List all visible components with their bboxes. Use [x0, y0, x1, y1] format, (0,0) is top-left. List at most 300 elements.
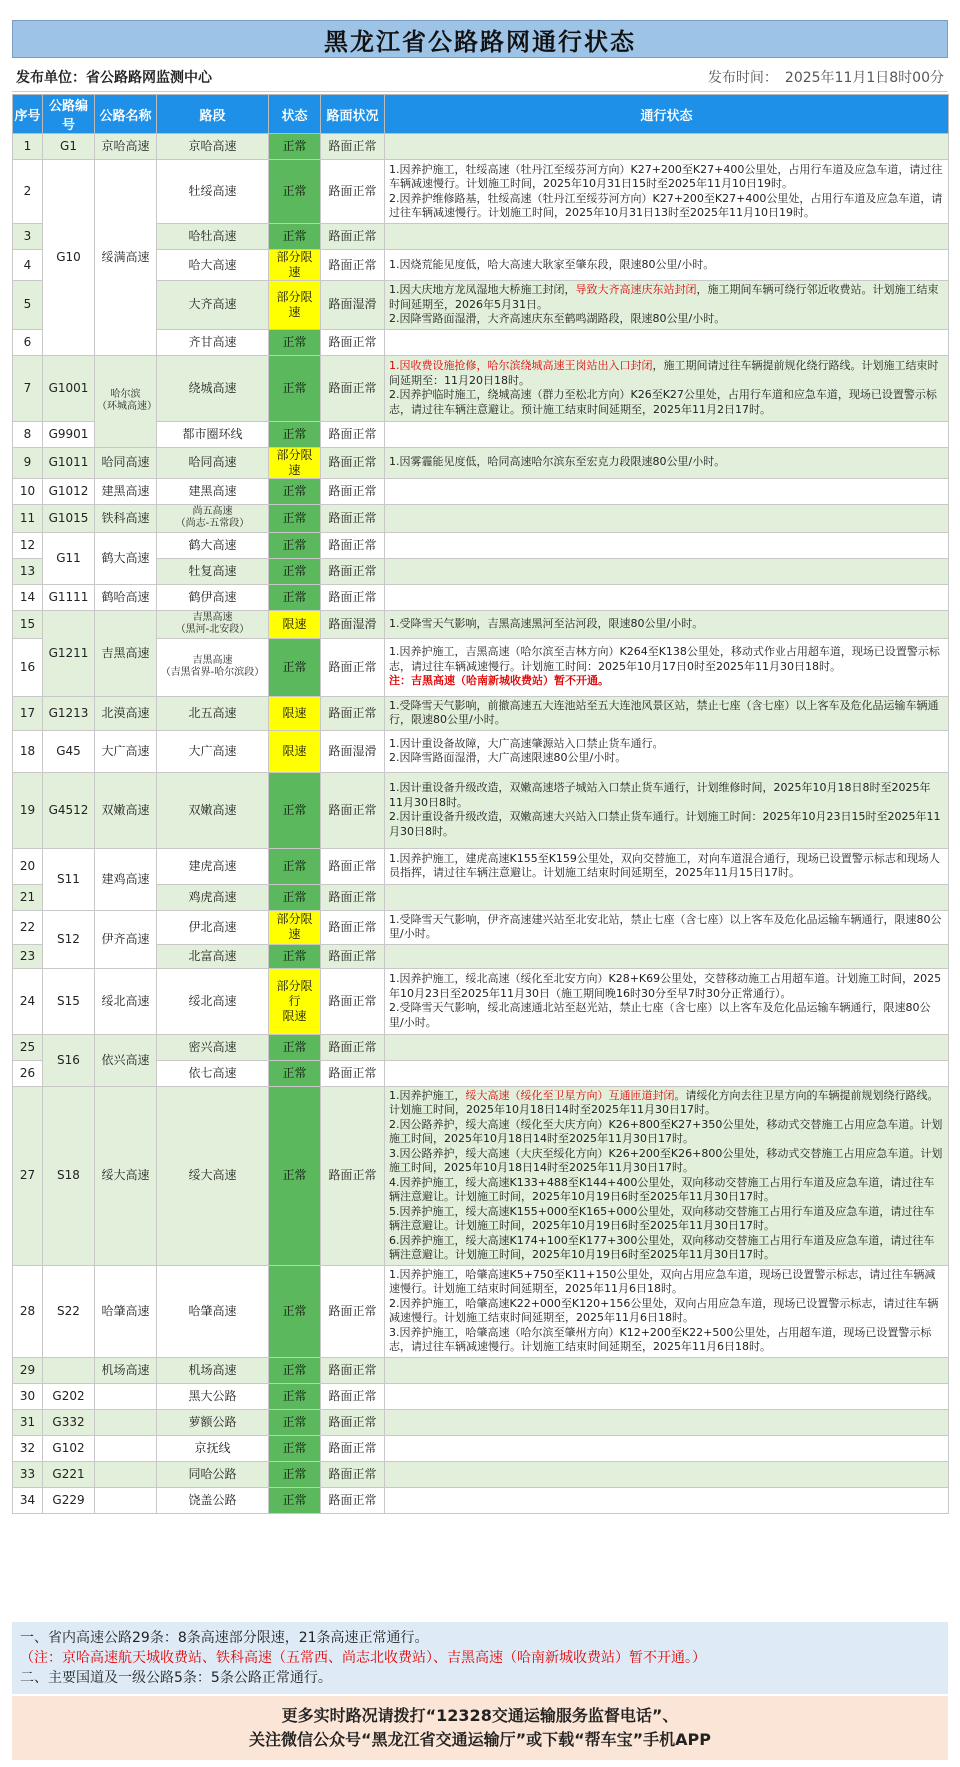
row-no: 2: [13, 160, 43, 224]
status-badge: 正常: [269, 1409, 321, 1435]
road-segment: 哈牡高速: [157, 224, 269, 250]
road-name: 机场高速: [95, 1357, 157, 1383]
row-no: 20: [13, 848, 43, 884]
detail-line: 1.因养护施工，建虎高速K155至K159公里处，双向交替施工，对向车道混合通行，现场已设置警示标志和现场人员指挥，请过往车辆注意避让。计划施工结束时间延期至，2025年11月15日17时。: [389, 851, 940, 879]
road-code: G11: [43, 532, 95, 584]
road-name: 绥满高速: [95, 160, 157, 356]
road-name: [95, 1409, 157, 1435]
detail: [385, 730, 949, 772]
road-code: S18: [43, 1086, 95, 1265]
road-name: 依兴高速: [95, 1034, 157, 1086]
row-no: 18: [13, 730, 43, 772]
header-detail: 通行状态: [385, 95, 949, 134]
detail-line: 1.因养护施工，吉黑高速（哈尔滨至吉林方向）K264至K138公里处，移动式作业占用超车道，现场已设置警示标志，请过往车辆减速慢行。计划施工时间：2025年10月17日0时至2025年11月30日18时。: [389, 645, 940, 673]
status-badge: 正常: [269, 884, 321, 910]
road-segment: 伊北高速: [157, 910, 269, 944]
table-row: [13, 772, 949, 848]
road-code: G102: [43, 1435, 95, 1461]
segment-sub: （吉黑省界-哈尔滨段）: [160, 667, 265, 678]
row-no: 28: [13, 1265, 43, 1357]
row-no: 8: [13, 421, 43, 447]
detail: [385, 1034, 949, 1060]
table-row: [13, 584, 949, 610]
detail-line: 1.因养护施工，绥北高速（绥化至北安方向）K28+K69公里处，交替移动施工占用超车道。计划施工时间，2025年10月23日至2025年11月30日（施工期间晚16时30分至早7时30分正常通行）。: [389, 972, 942, 1000]
road-segment: [157, 610, 269, 638]
status-badge: 限速: [269, 730, 321, 772]
road-code: G332: [43, 1409, 95, 1435]
detail-line: 3.因公路养护，绥大高速（大庆至绥化方向）K26+200至K26+800公里处，移动式交替施工占用应急车道。计划施工时间，2025年10月18日14时至2025年11月30日17时。: [389, 1146, 943, 1174]
table-row: [13, 848, 949, 884]
status-badge: 正常: [269, 478, 321, 504]
detail-text: 。请绥化方向去往卫星方向的车辆提前规划绕行路线。计划施工时间，2025年10月18日14时至2025年11月30日17时。: [389, 1088, 939, 1116]
table-row: [13, 478, 949, 504]
road-segment: 依七高速: [157, 1060, 269, 1086]
road-surface: 路面正常: [321, 1461, 385, 1487]
detail-line: 1.因烧荒能见度低，哈大高速大耿家至肇东段，限速80公里/小时。: [389, 257, 715, 271]
detail-line: 1.因养护施工，牡绥高速（牡丹江至绥芬河方向）K27+200至K27+400公里处，占用行车道及应急车道，请过往车辆减速慢行。计划施工时间，2025年10月31日15时至2025年11月10日19时。: [389, 162, 943, 190]
table-header: [13, 95, 949, 134]
road-code: G1012: [43, 478, 95, 504]
road-name: [95, 1461, 157, 1487]
header-code: 公路编号: [43, 95, 95, 134]
status-badge: 正常: [269, 1461, 321, 1487]
road-name: 伊齐高速: [95, 910, 157, 968]
detail: [385, 532, 949, 558]
footer-line: 关注微信公众号“黑龙江省交通运输厅”或下载“帮车宝”手机APP: [249, 1730, 711, 1749]
road-surface: 路面正常: [321, 329, 385, 355]
detail-line: [389, 1089, 944, 1118]
road-surface: 路面湿滑: [321, 281, 385, 330]
row-no: 29: [13, 1357, 43, 1383]
segment-sub: （黑河-北安段）: [175, 624, 250, 635]
detail-line: 2.因降雪路面湿滑，大齐高速庆东至鹤鸣湖路段，限速80公里/小时。: [389, 312, 726, 325]
status-badge: 正常: [269, 532, 321, 558]
status-badge: 正常: [269, 329, 321, 355]
status-badge: 正常: [269, 1034, 321, 1060]
row-no: 9: [13, 447, 43, 478]
row-no: 21: [13, 884, 43, 910]
status-badge: 正常: [269, 944, 321, 968]
road-code: S16: [43, 1034, 95, 1086]
status-badge: 正常: [269, 160, 321, 224]
detail-line: 4.因养护施工，绥大高速K133+488至K144+400公里处，双向移动交替施工占用行车道及应急车道，请过往车辆注意避让。计划施工时间，2025年10月19日6时至2025年11月30日17时。: [389, 1175, 935, 1203]
detail: [385, 772, 949, 848]
table-row: [13, 1461, 949, 1487]
detail-text: ，施工期间车辆可绕行邻近收费站。计划施工结束时间延期至，2026年5月31日。: [389, 283, 939, 311]
row-no: 1: [13, 134, 43, 160]
status-badge: 正常: [269, 584, 321, 610]
detail: [385, 610, 949, 638]
status-badge: 正常: [269, 772, 321, 848]
detail: [385, 1409, 949, 1435]
status-badge: 正常: [269, 1265, 321, 1357]
detail-line: 3.因养护施工，哈肇高速（哈尔滨至肇州方向）K12+200至K22+500公里处，占用超车道，现场已设置警示标志，请过往车辆减速慢行。计划施工结束时间延期至，2025年11月6日18时。: [389, 1325, 932, 1353]
detail: [385, 1383, 949, 1409]
road-name: 吉黑高速: [95, 610, 157, 696]
row-no: 4: [13, 250, 43, 281]
row-no: 23: [13, 944, 43, 968]
road-segment: 双嫩高速: [157, 772, 269, 848]
status-badge: 正常: [269, 1435, 321, 1461]
road-segment: 密兴高速: [157, 1034, 269, 1060]
row-no: 25: [13, 1034, 43, 1060]
detail: [385, 1265, 949, 1357]
road-name: 绥北高速: [95, 968, 157, 1034]
road-name: 哈同高速: [95, 447, 157, 478]
detail-line: 2.因养护维修路基，牡绥高速（牡丹江至绥芬河方向）K27+200至K27+400公里处，占用行车道及应急车道，请过往车辆减速慢行。计划施工时间，2025年10月31日13时至2025年11月10日19时。: [389, 191, 943, 219]
status-badge: 正常: [269, 134, 321, 160]
table-row: [13, 1265, 949, 1357]
road-name-sub: （环城高速）: [97, 401, 157, 412]
road-name: 北漠高速: [95, 696, 157, 730]
road-code: G10: [43, 160, 95, 356]
header-surface: 路面状况: [321, 95, 385, 134]
road-surface: 路面正常: [321, 968, 385, 1034]
detail: [385, 558, 949, 584]
status-badge: 部分限速: [269, 281, 321, 330]
road-surface: 路面正常: [321, 1435, 385, 1461]
detail-line: 6.因养护施工，绥大高速K174+100至K177+300公里处，双向移动交替施工占用行车道及应急车道，请过往车辆注意避让。计划施工时间，2025年10月19日6时至2025年11月30日17时。: [389, 1233, 935, 1261]
row-no: 15: [13, 610, 43, 638]
detail: [385, 447, 949, 478]
road-name: [95, 1487, 157, 1513]
road-surface: 路面湿滑: [321, 730, 385, 772]
detail-text: 1.因养护施工，: [389, 1088, 466, 1102]
header-name: 公路名称: [95, 95, 157, 134]
detail: [385, 329, 949, 355]
row-no: 33: [13, 1461, 43, 1487]
road-code: S11: [43, 848, 95, 910]
table-row: [13, 730, 949, 772]
detail: [385, 1487, 949, 1513]
detail: [385, 1357, 949, 1383]
table-row: [13, 610, 949, 638]
road-code: G1011: [43, 447, 95, 478]
header-status: 状态: [269, 95, 321, 134]
segment-sub: （尚志-五常段）: [175, 518, 250, 529]
status-badge: 部分限速: [269, 910, 321, 944]
road-code: G202: [43, 1383, 95, 1409]
summary-line: 二、主要国道及一级公路5条：5条公路正常通行。: [20, 1670, 332, 1686]
detail: [385, 224, 949, 250]
road-name-main: 哈尔滨: [110, 389, 141, 400]
detail-text: ，施工期间请过往车辆提前规化绕行路线。计划施工结束时间延期至：11月20日18时。: [389, 359, 939, 387]
road-segment: 萝额公路: [157, 1409, 269, 1435]
detail-line: 2.因养护临时施工，绕城高速（群力至松北方向）K26至K27公里处，占用行车道和应急车道，现场已设置警示标志，请过往车辆注意避让。预计施工结束时间延期至，2025年11月2日17时。: [389, 388, 937, 416]
road-surface: 路面正常: [321, 944, 385, 968]
road-name: 双嫩高速: [95, 772, 157, 848]
table-row: [13, 532, 949, 558]
road-segment: 建黑高速: [157, 478, 269, 504]
detail-line: 1.因养护施工，哈肇高速K5+750至K11+150公里处，双向占用应急车道，现场已设置警示标志，请过往车辆减速慢行。计划施工结束时间延期至，2025年11月6日18时。: [389, 1267, 936, 1295]
detail: [385, 848, 949, 884]
road-name: 大广高速: [95, 730, 157, 772]
road-segment: 牡绥高速: [157, 160, 269, 224]
detail: [385, 134, 949, 160]
row-no: 19: [13, 772, 43, 848]
detail: [385, 696, 949, 730]
contact-footer: [12, 1696, 948, 1760]
status-badge: 正常: [269, 421, 321, 447]
detail-highlight: 1.因收费设施抢修，哈尔滨绕城高速王岗站出入口封闭: [389, 359, 653, 372]
row-no: 6: [13, 329, 43, 355]
detail: [385, 281, 949, 330]
table-row: [13, 1383, 949, 1409]
road-code: G9901: [43, 421, 95, 447]
road-name: [95, 1383, 157, 1409]
road-segment: 大齐高速: [157, 281, 269, 330]
road-name: 建鸡高速: [95, 848, 157, 910]
table-row: [13, 1409, 949, 1435]
road-surface: 路面正常: [321, 355, 385, 421]
row-no: 13: [13, 558, 43, 584]
road-surface: 路面正常: [321, 910, 385, 944]
row-no: 17: [13, 696, 43, 730]
road-segment: 鹤伊高速: [157, 584, 269, 610]
row-no: 11: [13, 504, 43, 532]
road-name: 绥大高速: [95, 1086, 157, 1265]
road-segment: 京抚线: [157, 1435, 269, 1461]
road-segment: 绥大高速: [157, 1086, 269, 1265]
road-surface: 路面正常: [321, 160, 385, 224]
road-segment: 哈肇高速: [157, 1265, 269, 1357]
road-status-table: [12, 94, 949, 1514]
row-no: 14: [13, 584, 43, 610]
road-code: G229: [43, 1487, 95, 1513]
status-line: 部分限行: [276, 978, 313, 1008]
detail-line: 2.因公路养护，绥大高速（绥化至大庆方向）K26+800至K27+350公里处，移动式交替施工占用应急车道。计划施工时间，2025年10月18日14时至2025年11月30日17时。: [389, 1117, 943, 1145]
detail-highlight: 绥大高速（绥化至卫星方向）互通匝道封闭: [465, 1088, 675, 1102]
detail-line: 1.因计重设备故障，大广高速肇源站入口禁止货车通行。: [389, 736, 664, 750]
status-badge: 限速: [269, 610, 321, 638]
road-surface: 路面正常: [321, 584, 385, 610]
road-segment: 机场高速: [157, 1357, 269, 1383]
detail-line: 1.受降雪天气影响，吉黑高速黑河至沾河段，限速80公里/小时。: [389, 616, 704, 630]
detail-note: 注：吉黑高速（哈南新城收费站）暂不开通。: [389, 674, 609, 688]
detail: [385, 1461, 949, 1487]
road-code: G1001: [43, 355, 95, 421]
row-no: 22: [13, 910, 43, 944]
publisher: 发布单位：省公路路网监测中心: [16, 69, 212, 86]
summary-box: [12, 1622, 948, 1694]
road-segment: 绥北高速: [157, 968, 269, 1034]
row-no: 27: [13, 1086, 43, 1265]
row-no: 5: [13, 281, 43, 330]
road-surface: 路面正常: [321, 532, 385, 558]
detail: [385, 421, 949, 447]
road-name: 建黑高速: [95, 478, 157, 504]
road-surface: 路面正常: [321, 1383, 385, 1409]
page-title: 黑龙江省公路路网通行状态: [12, 20, 948, 58]
detail: [385, 584, 949, 610]
road-segment: 哈大高速: [157, 250, 269, 281]
status-badge: 正常: [269, 558, 321, 584]
table-row: [13, 696, 949, 730]
detail: [385, 355, 949, 421]
road-code: G1015: [43, 504, 95, 532]
status-badge: [269, 968, 321, 1034]
detail: [385, 478, 949, 504]
status-badge: 限速: [269, 696, 321, 730]
row-no: 34: [13, 1487, 43, 1513]
road-segment: 同哈公路: [157, 1461, 269, 1487]
road-segment: 绕城高速: [157, 355, 269, 421]
road-surface: 路面正常: [321, 421, 385, 447]
road-code: G1211: [43, 610, 95, 696]
road-surface: 路面正常: [321, 447, 385, 478]
detail: [385, 1086, 949, 1265]
road-segment: 鸡虎高速: [157, 884, 269, 910]
status-badge: 正常: [269, 1086, 321, 1265]
detail: [385, 944, 949, 968]
status-line: 限速: [282, 1008, 307, 1023]
detail-line: 2.因降雪路面湿滑，大广高速限速80公里/小时。: [389, 751, 627, 764]
header-segment: 路段: [157, 95, 269, 134]
row-no: 3: [13, 224, 43, 250]
table-row: [13, 1086, 949, 1265]
road-name: 鹤大高速: [95, 532, 157, 584]
detail: [385, 910, 949, 944]
status-badge: 正常: [269, 1383, 321, 1409]
detail-highlight: 导致大齐高速庆东站封闭: [575, 283, 697, 296]
road-code: G1111: [43, 584, 95, 610]
detail-line: 2.因计重设备升级改造，双嫩高速大兴站入口禁止货车通行。计划施工时间：2025年10月23日15时至2025年11月30日8时。: [389, 810, 941, 838]
road-surface: 路面正常: [321, 1265, 385, 1357]
detail: [385, 968, 949, 1034]
detail-line: [389, 283, 944, 312]
segment-main: 尚五高速: [192, 506, 233, 517]
summary-line: 一、省内高速公路29条：8条高速部分限速，21条高速正常通行。: [20, 1630, 429, 1646]
road-segment: 建虎高速: [157, 848, 269, 884]
status-badge: 正常: [269, 504, 321, 532]
detail-line: 1.受降雪天气影响，伊齐高速建兴站至北安北站，禁止七座（含七座）以上客车及危化品运输车辆通行，限速80公里/小时。: [389, 912, 942, 940]
road-surface: 路面正常: [321, 1487, 385, 1513]
status-badge: 正常: [269, 224, 321, 250]
segment-main: 吉黑高速: [192, 612, 233, 623]
status-badge: 部分限速: [269, 250, 321, 281]
detail-line: [389, 359, 944, 388]
detail: [385, 160, 949, 224]
road-segment: 北富高速: [157, 944, 269, 968]
road-segment: 大广高速: [157, 730, 269, 772]
row-no: 32: [13, 1435, 43, 1461]
row-no: 10: [13, 478, 43, 504]
road-segment: 牡复高速: [157, 558, 269, 584]
table-row: [13, 1357, 949, 1383]
road-segment: [157, 638, 269, 696]
status-badge: 正常: [269, 1357, 321, 1383]
road-code: G1213: [43, 696, 95, 730]
publish-info-bar: [12, 62, 948, 92]
road-code: G45: [43, 730, 95, 772]
table-row: [13, 1487, 949, 1513]
road-name: [95, 1435, 157, 1461]
row-no: 26: [13, 1060, 43, 1086]
road-name: 京哈高速: [95, 134, 157, 160]
road-surface: 路面正常: [321, 1086, 385, 1265]
detail: [385, 1060, 949, 1086]
table-row: [13, 504, 949, 532]
road-surface: 路面正常: [321, 772, 385, 848]
road-name: 铁科高速: [95, 504, 157, 532]
road-code: [43, 1357, 95, 1383]
table-row: [13, 910, 949, 944]
status-badge: 正常: [269, 1060, 321, 1086]
status-badge: 部分限速: [269, 447, 321, 478]
road-segment: 黑大公路: [157, 1383, 269, 1409]
status-badge: 正常: [269, 638, 321, 696]
road-code: S15: [43, 968, 95, 1034]
row-no: 12: [13, 532, 43, 558]
road-surface: 路面正常: [321, 1357, 385, 1383]
table-row: [13, 1034, 949, 1060]
road-surface: 路面正常: [321, 134, 385, 160]
road-code: G4512: [43, 772, 95, 848]
table-row: [13, 160, 949, 224]
road-name: 哈肇高速: [95, 1265, 157, 1357]
detail-line: 1.因雾霾能见度低，哈同高速哈尔滨东至宏克力段限速80公里/小时。: [389, 455, 726, 469]
road-segment: 京哈高速: [157, 134, 269, 160]
detail-line: 2.受降雪天气影响，绥北高速通北站至赵光站，禁止七座（含七座）以上客车及危化品运输车辆通行，限速80公里/小时。: [389, 1001, 931, 1029]
road-code: G221: [43, 1461, 95, 1487]
table-row: [13, 447, 949, 478]
detail-line: 1.受降雪天气影响，前撤高速五大连池站至五大连池风景区站，禁止七座（含七座）以上客车及危化品运输车辆通行，限速80公里/小时。: [389, 698, 939, 726]
footer-line: 更多实时路况请拨打“12328交通运输服务监督电话”、: [281, 1706, 679, 1725]
road-segment: 都市圈环线: [157, 421, 269, 447]
table-row: [13, 134, 949, 160]
detail-line: 2.因养护施工，哈肇高速K22+000至K120+156公里处，双向占用应急车道，现场已设置警示标志，请过往车辆减速慢行。计划施工结束时间延期至，2025年11月6日18时。: [389, 1296, 939, 1324]
table-row: [13, 968, 949, 1034]
road-surface: 路面正常: [321, 884, 385, 910]
road-surface: 路面正常: [321, 638, 385, 696]
road-code: S12: [43, 910, 95, 968]
road-segment: [157, 504, 269, 532]
row-no: 16: [13, 638, 43, 696]
detail: [385, 250, 949, 281]
road-surface: 路面正常: [321, 478, 385, 504]
road-segment: 齐甘高速: [157, 329, 269, 355]
detail-line: 1.因计重设备升级改造，双嫩高速塔子城站入口禁止货车通行，计划维修时间，2025年10月18日8时至2025年11月30日8时。: [389, 781, 931, 809]
summary-note: （注：京哈高速航天城收费站、铁科高速（五常西、尚志北收费站）、吉黑高速（哈南新城收费站）暂不开通。）: [20, 1650, 706, 1666]
road-segment: 鹤大高速: [157, 532, 269, 558]
road-surface: 路面正常: [321, 504, 385, 532]
road-surface: 路面正常: [321, 1060, 385, 1086]
row-no: 31: [13, 1409, 43, 1435]
detail: [385, 504, 949, 532]
detail: [385, 1435, 949, 1461]
detail: [385, 638, 949, 696]
publish-time: 发布时间： 2025年11月1日8时00分: [707, 69, 944, 86]
row-no: 30: [13, 1383, 43, 1409]
road-name: 鹤哈高速: [95, 584, 157, 610]
detail-text: 1.因大庆地方龙凤湿地大桥施工封闭，: [389, 283, 576, 296]
detail: [385, 884, 949, 910]
row-no: 7: [13, 355, 43, 421]
row-no: 24: [13, 968, 43, 1034]
status-badge: 正常: [269, 355, 321, 421]
status-badge: 正常: [269, 1487, 321, 1513]
road-name: [95, 355, 157, 447]
road-surface: 路面正常: [321, 848, 385, 884]
detail-line: 5.因养护施工，绥大高速K155+000至K165+000公里处，双向移动交替施工占用行车道及应急车道，请过往车辆注意避让。计划施工时间，2025年10月19日6时至2025年11月30日17时。: [389, 1204, 935, 1232]
road-surface: 路面正常: [321, 1409, 385, 1435]
road-surface: 路面正常: [321, 1034, 385, 1060]
status-badge: 正常: [269, 848, 321, 884]
road-segment: 饶盖公路: [157, 1487, 269, 1513]
road-code: S22: [43, 1265, 95, 1357]
road-segment: 哈同高速: [157, 447, 269, 478]
segment-main: 吉黑高速: [192, 655, 233, 666]
